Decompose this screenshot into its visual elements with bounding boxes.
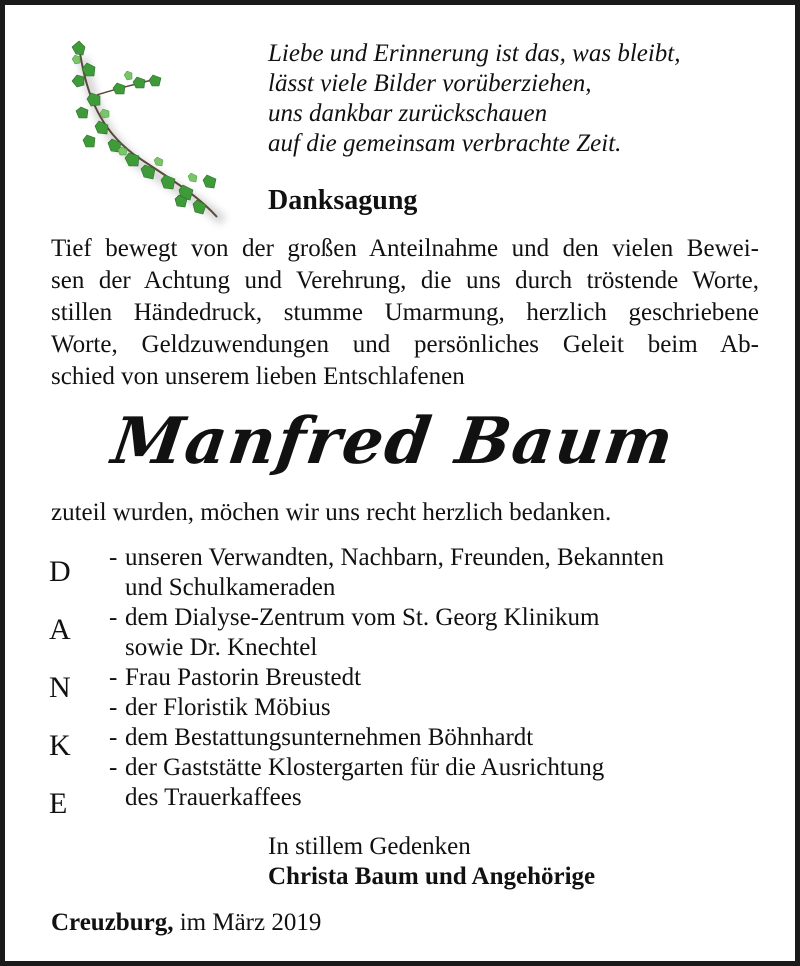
thanks-item: [109, 723, 664, 753]
thanks-item: [109, 753, 664, 813]
thanks-text: dem Dialyse-Zentrum vom St. Georg Klinikum: [125, 604, 600, 631]
thanks-text: dem Bestattungsunternehmen Böhnhardt: [125, 724, 534, 751]
body-line: Worte, Geldzuwendungen und persönliches Geleit beim Ab-: [51, 331, 759, 358]
thanks-dash: -: [109, 694, 118, 721]
thanks-item: [109, 693, 664, 723]
thanks-text: Frau Pastorin Breustedt: [125, 664, 362, 691]
thanks-dash: -: [109, 724, 118, 751]
poem-line: Liebe und Erinnerung ist das, was bleibt,: [268, 40, 681, 67]
date: im März 2019: [179, 909, 322, 936]
thanks-dash: -: [109, 604, 118, 631]
poem: [268, 39, 681, 159]
thanks-item: [109, 663, 664, 693]
body-line: stillen Händedruck, stumme Umarmung, herzlich geschriebene: [51, 299, 759, 326]
place-date: [51, 907, 321, 939]
family-signature: Christa Baum und Angehörige: [268, 863, 596, 890]
thanks-text-cont: und Schulkameraden: [125, 574, 336, 601]
thanks-text-cont: des Trauerkaffees: [125, 784, 302, 811]
body-text: [51, 233, 759, 393]
body-line: schied von unserem lieben Entschlafenen: [51, 363, 465, 390]
danke-letter: K: [49, 729, 71, 762]
danke-letter: E: [49, 787, 68, 820]
danke-letter: D: [49, 555, 71, 588]
thanks-item: [109, 603, 664, 663]
danke-letter: N: [49, 671, 71, 704]
thanks-text: der Gaststätte Klostergarten für die Ausrichtung: [125, 754, 605, 781]
ivy-branch-icon: [57, 35, 232, 225]
thanks-dash: -: [109, 544, 118, 571]
thanks-text: der Floristik Möbius: [125, 694, 331, 721]
heading-danksagung: Danksagung: [268, 185, 418, 216]
poem-line: lässt viele Bilder vorüberziehen,: [268, 70, 592, 97]
thanks-dash: -: [109, 664, 118, 691]
thanks-item: [109, 543, 664, 603]
thanks-text: unseren Verwandten, Nachbarn, Freunden, Bekannten: [125, 544, 664, 571]
danke-letter: A: [49, 613, 71, 646]
body-line: Tief bewegt von der großen Anteilnahme und den vielen Bewei-: [51, 235, 759, 262]
deceased-name-script: [107, 395, 680, 485]
closing-line: zuteil wurden, möchen wir uns recht herzlich bedanken.: [51, 499, 612, 526]
deceased-name: Manfred Baum: [107, 404, 680, 479]
poem-line: auf die gemeinsam verbrachte Zeit.: [268, 130, 622, 157]
thanks-dash: -: [109, 754, 118, 781]
danke-acrostic: [49, 543, 71, 833]
thanks-list: [109, 543, 664, 813]
poem-line: uns dankbar zurückschauen: [268, 100, 548, 127]
thanks-text-cont: sowie Dr. Knechtel: [125, 634, 318, 661]
place: Creuzburg,: [51, 909, 174, 936]
memorial-line: In stillem Gedenken: [268, 833, 471, 860]
body-line: sen der Achtung und Verehrung, die uns durch tröstende Worte,: [51, 267, 759, 294]
